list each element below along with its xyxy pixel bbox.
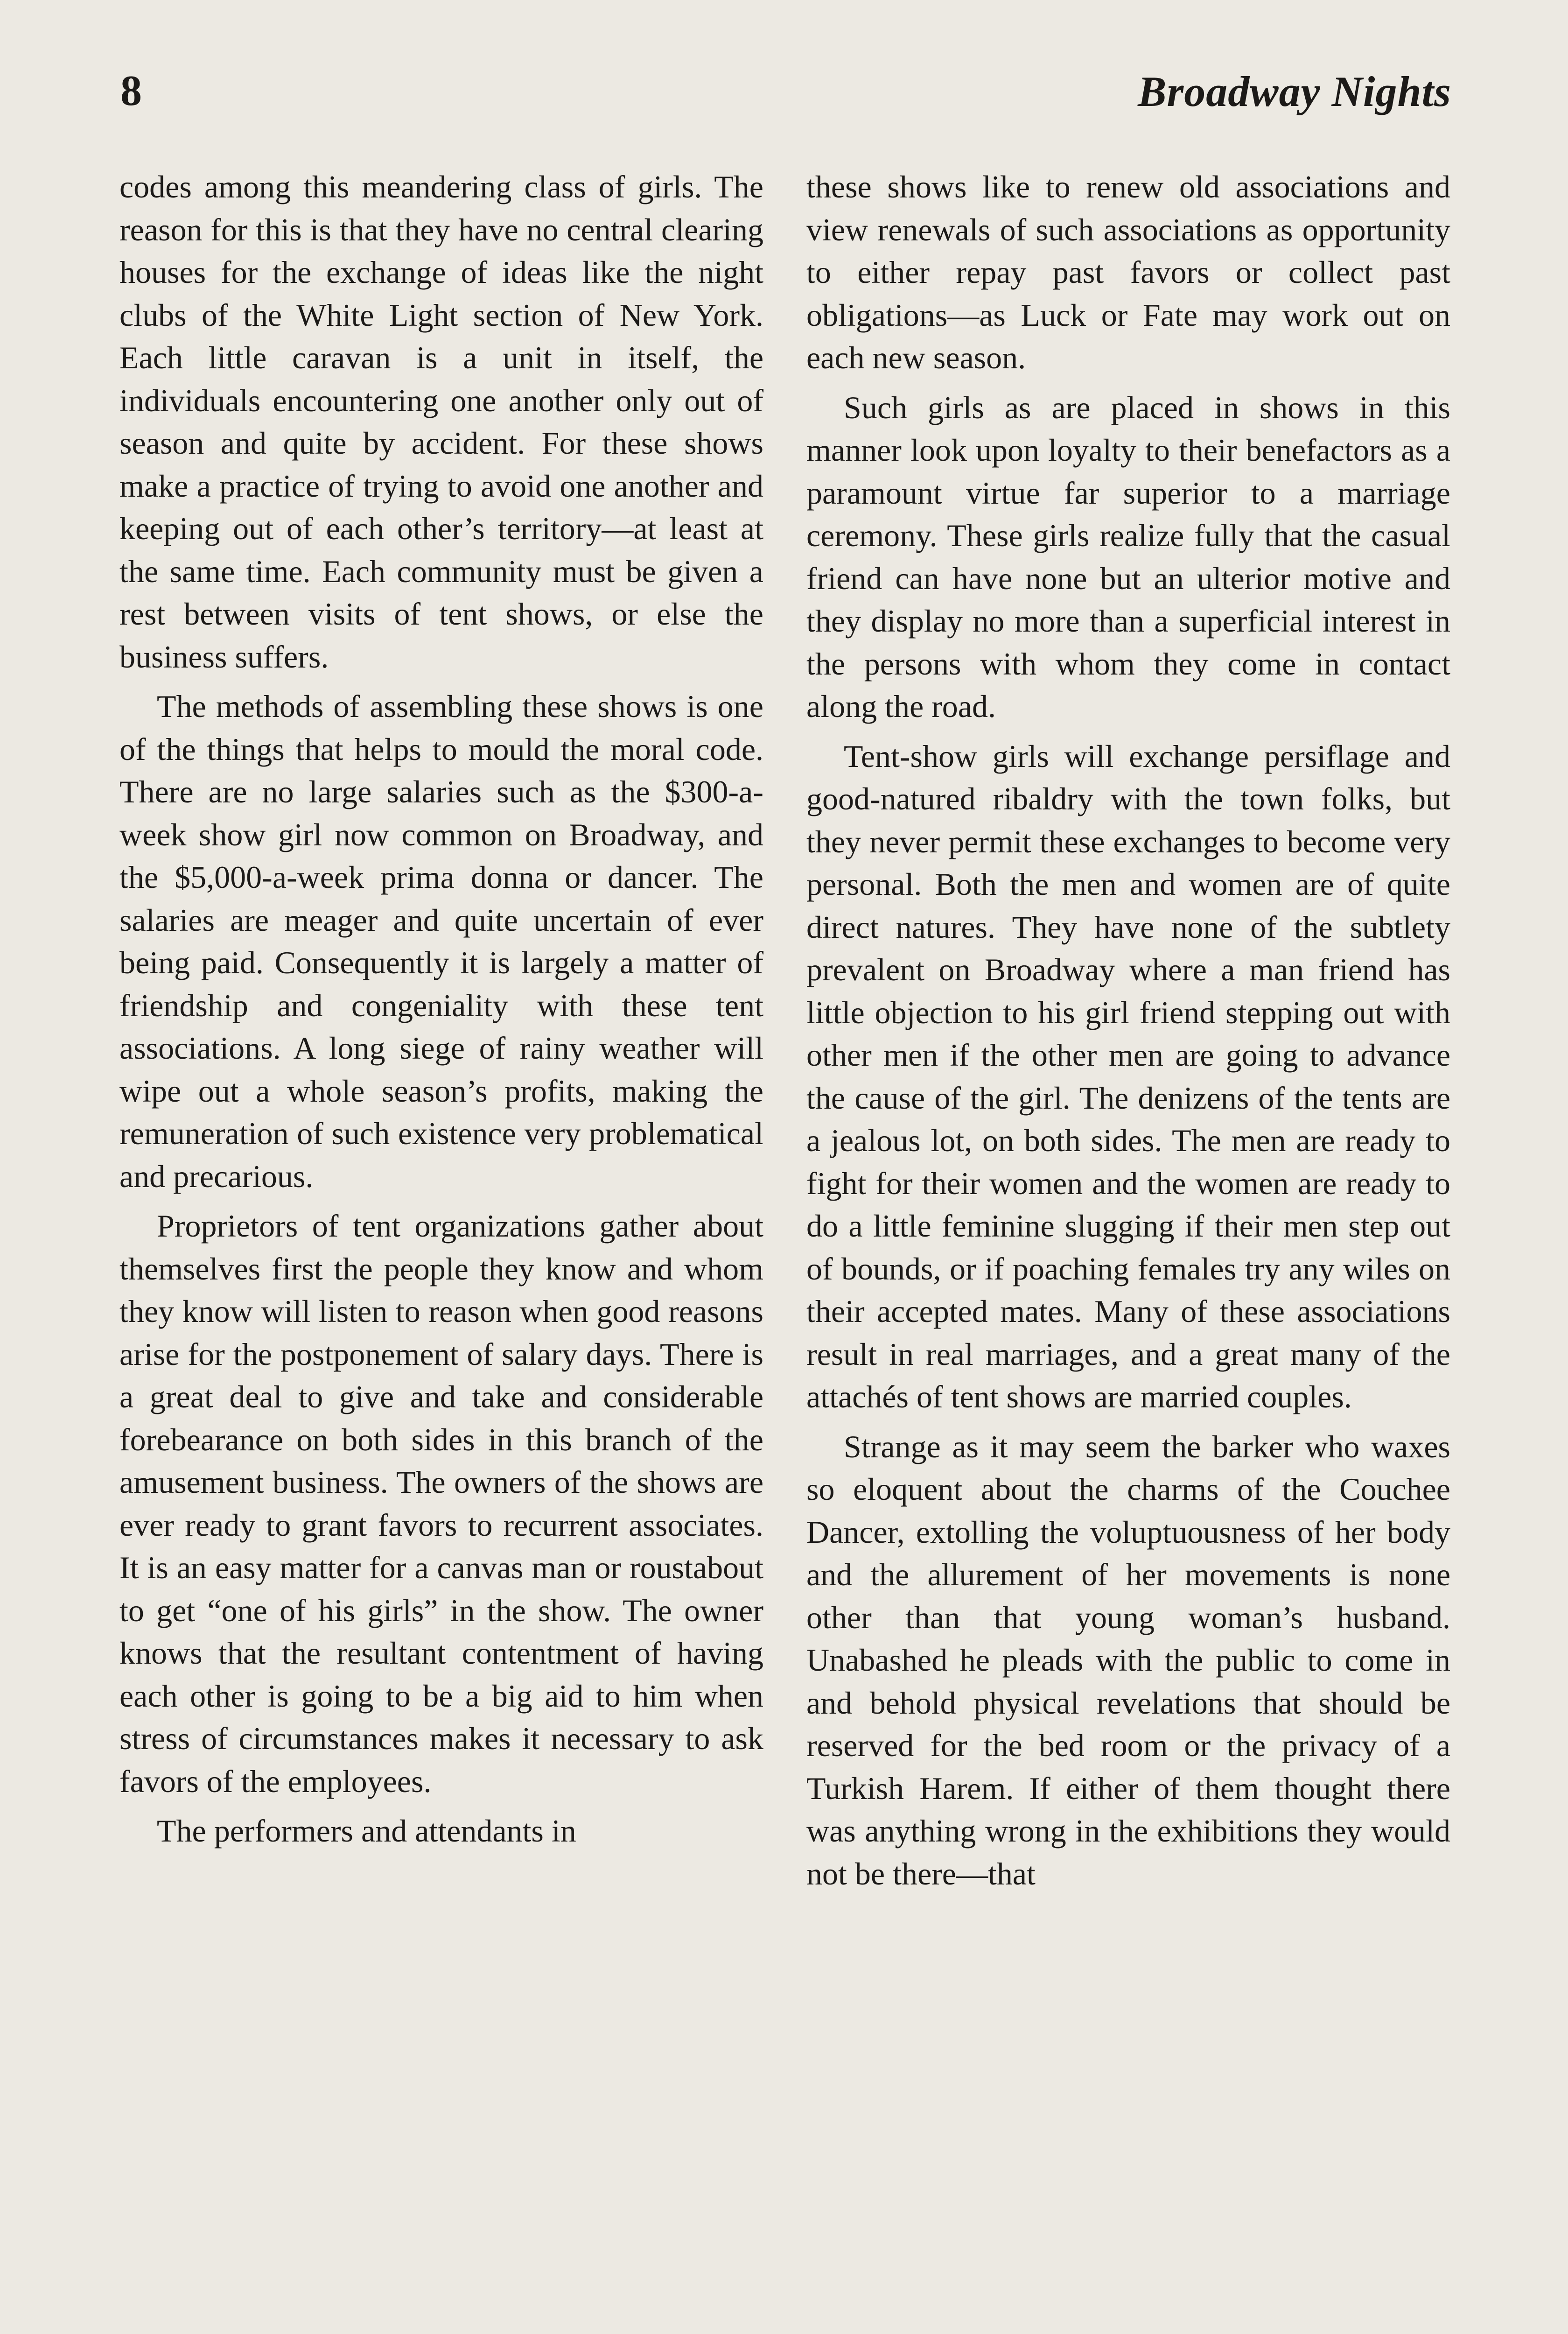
- paragraph: these shows like to renew old associations and view renewals of such associations as opportunity to either repay past favors or collect past obligations—as Luck or Fate may work out on each new season.: [806, 169, 1450, 375]
- paragraph: Such girls as are placed in shows in this manner look upon loyalty to their benefactors as a paramount virtue far superior to a marriage ceremony. These girls realize fully that the casual friend can have none but an ulterior motive and they display no more than a superficial interest in the persons with whom they come in contact along the road.: [806, 389, 1450, 724]
- paragraph: Proprietors of tent organizations gather about themselves first the people they know and whom they know will listen to reason when good reasons arise for the postponement of salary days. There is a great deal to give and take and considerable forebearance on both sides in this branch of the amusement business. The owners of the shows are ever ready to grant favors to recurrent associates. It is an easy matter for a canvas man or roustabout to get “one of his girls” in the show. The owner knows that the resultant contentment of having each other is going to be a big aid to him when stress of circumstances makes it necessary to ask favors of the employees.: [119, 1208, 763, 1799]
- paragraph: Tent-show girls will exchange persiflage and good-natured ribaldry with the town folks, but they never permit these exchanges to become very personal. Both the men and women are of quite direct natures. They have none of the subtlety prevalent on Broadway where a man friend has little objection to his girl friend stepping out with other men if the other men are going to advance the cause of the girl. The denizens of the tents are a jealous lot, on both sides. The men are ready to fight for their women and the women are ready to do a little feminine slugging if their men step out of bounds, or if poaching females try any wiles on their accepted mates. Many of these associations result in real marriages, and a great many of the attachés of tent shows are married couples.: [806, 738, 1450, 1414]
- paragraph: The performers and attendants in: [157, 1813, 576, 1849]
- right-column: [806, 166, 1450, 1902]
- paragraph: Strange as it may seem the barker who waxes so eloquent about the charms of the Couchee Dancer, extolling the voluptuousness of her body and the allurement of her movements is none other than that young woman’s husband. Unabashed he pleads with the public to come in and behold physical revelations that should be reserved for the bed room or the privacy of a Turkish Harem. If either of them thought there was anything wrong in the exhibitions they would not be there—that: [806, 1428, 1450, 1891]
- page-number: 8: [120, 67, 142, 114]
- paragraph: The methods of assembling these shows is one of the things that helps to mould the moral code. There are no large salaries such as the $300-a-week show girl now common on Broadway, and the $5,000-a-week prima donna or dancer. The salaries are meager and quite uncertain of ever being paid. Consequently it is largely a matter of friendship and congeniality with these tent associations. A long siege of rainy weather will wipe out a whole season’s profits, making the remuneration of such existence very problematical and precarious.: [119, 689, 763, 1194]
- paragraph: codes among this meandering class of girls. The reason for this is that they have no central clearing houses for the exchange of ideas like the night clubs of the White Light section of New York. Each little caravan is a unit in itself, the individuals encountering one another only out of season and quite by accident. For these shows make a practice of trying to avoid one another and keeping out of each other’s territory—at least at the same time. Each community must be given a rest between visits of tent shows, or else the business suffers.: [119, 169, 763, 675]
- running-head: Broadway Nights: [1138, 68, 1451, 115]
- left-column: [119, 166, 763, 1860]
